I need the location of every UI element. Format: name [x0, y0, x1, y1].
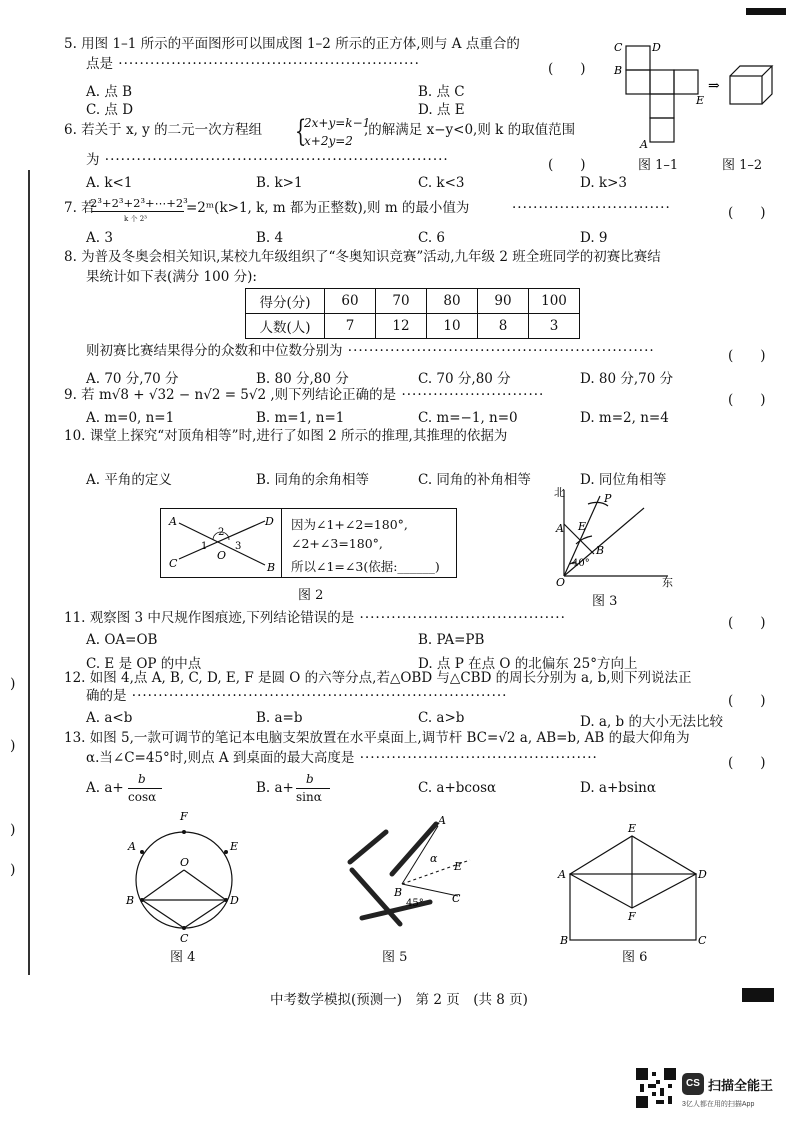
q8-option-b: B. 80 分,80 分 — [256, 371, 349, 387]
q8-stem-line1: 8. 为普及冬奥会相关知识,某校九年级组织了“冬奥知识竞赛”活动,九年级 2 班全班同学的初赛比赛结 — [64, 249, 661, 265]
q7-underbrace — [92, 208, 184, 212]
footer-black-mark — [742, 988, 774, 1002]
table-cell: 70 — [376, 289, 427, 314]
fig5-label-a: A — [438, 814, 446, 827]
table-cell: 人数(人) — [246, 314, 325, 339]
q6-option-c: C. k<3 — [418, 175, 465, 191]
fig1-1-caption: 图 1–1 — [638, 158, 679, 173]
side-paren-3: ) — [10, 822, 16, 838]
figure-1-net-and-cube — [612, 38, 782, 173]
q12-stem-line2 — [86, 690, 507, 704]
q9-answer-paren: ( ) — [728, 392, 766, 408]
q5-answer-paren: ( ) — [548, 61, 586, 77]
fig4-label-e: E — [230, 840, 239, 853]
q11-option-c: C. E 是 OP 的中点 — [86, 656, 202, 672]
fig2-label-3: 3 — [235, 541, 242, 552]
fig4-caption: 图 4 — [170, 950, 196, 965]
q6-eq2: x+2y=2 — [304, 134, 353, 148]
q6-brace: { — [294, 114, 307, 149]
page-footer: 中考数学模拟(预测一) 第 2 页 (共 8 页) — [270, 992, 528, 1008]
fig2-label-d: D — [265, 515, 274, 528]
table-cell: 3 — [529, 314, 580, 339]
fig4-label-f: F — [180, 810, 188, 823]
q9-option-d: D. m=2, n=4 — [580, 410, 669, 426]
side-paren-2: ) — [10, 738, 16, 754]
fig4-label-d: D — [230, 894, 239, 907]
table-cell: 60 — [325, 289, 376, 314]
q8-stem-line2: 果统计如下表(满分 100 分): — [86, 269, 257, 285]
q9-stem — [64, 389, 544, 403]
fig6-label-e: E — [628, 822, 637, 835]
top-right-bar — [746, 8, 786, 15]
q11-answer-paren: ( ) — [728, 615, 766, 631]
q7-stem-pre: 7. 若 — [64, 200, 95, 216]
q13-stem-line1: 13. 如图 5,一款可调节的笔记本电脑支架放置在水平桌面上,调节杆 BC=√2 a, AB=b, AB 的最大仰角为 — [64, 730, 690, 746]
q5-option-d: D. 点 E — [418, 102, 465, 118]
q11-option-d: D. 点 P 在点 O 的北偏东 25°方向上 — [418, 656, 638, 672]
fig1-label-e: E — [696, 94, 705, 107]
q13-option-a-fracbar — [128, 788, 162, 789]
fig2-proof-line2: ∠2+∠3=180°, — [291, 536, 383, 551]
q5-stem2: 点是 — [86, 56, 113, 72]
q12-stem2: 确的是 — [86, 688, 127, 704]
q8-stem-line3 — [86, 345, 655, 359]
fig1-label-a: A — [640, 138, 648, 151]
fig5-caption: 图 5 — [382, 950, 408, 965]
q6-stem-post: ,的解满足 x−y<0,则 k 的取值范围 — [364, 122, 576, 138]
q6-dots: ································································· — [99, 152, 449, 168]
q7-answer-paren: ( ) — [728, 205, 766, 221]
q13-stem2: α.当∠C=45°时,则点 A 到桌面的最大高度是 — [86, 750, 355, 766]
q7-stem-post: =2ᵐ(k>1, k, m 都为正整数),则 m 的最小值为 — [186, 200, 470, 216]
binding-line — [28, 170, 30, 975]
q7-dots: ······························ — [512, 200, 671, 216]
fig5-label-c: C — [452, 892, 461, 905]
fig1-2-caption: 图 1–2 — [722, 158, 763, 173]
q13-option-a-numer: b — [138, 772, 146, 786]
fig1-label-d: D — [652, 41, 661, 54]
table-row — [246, 314, 580, 339]
q12-option-d: D. a, b 的大小无法比较 — [580, 714, 723, 730]
q13-option-b-denom: sinα — [296, 790, 322, 804]
figure-2-box — [160, 508, 457, 578]
q11-option-b: B. PA=PB — [418, 632, 485, 648]
q5-option-a: A. 点 B — [86, 84, 133, 100]
fig3-caption: 图 3 — [592, 594, 618, 609]
table-row — [246, 289, 580, 314]
q6-eq1: 2x+y=k−1 — [304, 116, 371, 130]
q10-stem: 10. 课堂上探究“对顶角相等”时,进行了如图 2 所示的推理,其推理的依据为 — [64, 428, 508, 444]
q6-answer-paren: ( ) — [548, 157, 586, 173]
fig2-caption: 图 2 — [298, 588, 324, 603]
fig2-label-1: 1 — [201, 541, 208, 552]
q6-option-d: D. k>3 — [580, 175, 628, 191]
camscanner-slogan: 3亿人都在用的扫描App — [682, 1101, 755, 1108]
qr-code-icon — [636, 1068, 676, 1108]
q7-numerator: 2³+2³+2³+⋯+2³ — [90, 196, 188, 210]
score-table — [245, 288, 580, 339]
camscanner-name: 扫描全能王 — [708, 1078, 774, 1093]
figure-5-laptop-stand — [340, 814, 480, 944]
fig4-label-a: A — [128, 840, 136, 853]
fig2-proof-line3: 所以∠1=∠3(依据:______) — [291, 559, 440, 574]
q10-option-a: A. 平角的定义 — [86, 472, 172, 488]
table-cell: 7 — [325, 314, 376, 339]
figure-2-intersecting-lines — [161, 509, 281, 577]
q6-option-a: A. k<1 — [86, 175, 133, 191]
fig6-label-f: F — [628, 910, 636, 923]
q5-stem-line2 — [86, 58, 420, 72]
fig1-arrow: ⇒ — [708, 78, 720, 94]
fig2-label-c: C — [169, 557, 178, 570]
q13-option-b-numer: b — [306, 772, 314, 786]
fig3-label-o: O — [556, 576, 566, 588]
q12-option-b: B. a=b — [256, 710, 303, 726]
q9-dots: ··························· — [396, 387, 545, 403]
fig5-label-b: B — [394, 886, 403, 899]
q9-option-b: B. m=1, n=1 — [256, 410, 345, 426]
q10-option-b: B. 同角的余角相等 — [256, 472, 370, 488]
fig5-label-e: E — [454, 860, 463, 873]
q6-stem-line1 — [64, 124, 262, 138]
figure-6-rectangle-rhombus — [556, 822, 716, 952]
fig1-label-c: C — [614, 41, 623, 54]
q6-stem2: 为 — [86, 152, 100, 168]
fig4-label-c: C — [180, 932, 189, 945]
camscanner-logo-icon: CS — [682, 1073, 704, 1095]
q6-stem-line2 — [86, 154, 449, 168]
table-cell: 得分(分) — [246, 289, 325, 314]
fig2-label-b: B — [267, 561, 276, 574]
q13-option-b: B. a+ — [256, 780, 294, 796]
q6-stem-pre: 6. 若关于 x, y 的二元一次方程组 — [64, 122, 263, 138]
fig3-label-p: P — [604, 492, 612, 505]
fig4-label-b: B — [126, 894, 135, 907]
q8-answer-paren: ( ) — [728, 348, 766, 364]
table-cell: 100 — [529, 289, 580, 314]
q13-option-c: C. a+bcosα — [418, 780, 497, 796]
q7-denominator: k 个 2³ — [124, 215, 147, 223]
q7-option-c: C. 6 — [418, 230, 446, 246]
q12-stem-line1: 12. 如图 4,点 A, B, C, D, E, F 是圆 O 的六等分点,若△OBD 与△CBD 的周长分别为 a, b,则下列说法正 — [64, 670, 692, 686]
fig2-label-a: A — [169, 515, 177, 528]
q10-option-d: D. 同位角相等 — [580, 472, 667, 488]
q5-stem-line1: 5. 用图 1–1 所示的平面图形可以围成图 1–2 所示的正方体,则与 A 点重合的 — [64, 36, 520, 52]
fig5-label-alpha: α — [430, 852, 438, 865]
table-cell: 90 — [478, 289, 529, 314]
q7-option-d: D. 9 — [580, 230, 608, 246]
figure-3-compass-construction — [548, 484, 688, 588]
q13-option-b-fracbar — [296, 788, 330, 789]
q5-option-b: B. 点 C — [418, 84, 465, 100]
q6-option-b: B. k>1 — [256, 175, 303, 191]
q8-stem3: 则初赛比赛结果得分的众数和中位数分别为 — [86, 343, 343, 359]
q13-answer-paren: ( ) — [728, 755, 766, 771]
q8-dots: ·························································· — [342, 343, 655, 359]
figure-4-circle — [118, 806, 248, 946]
fig6-label-b: B — [560, 934, 569, 947]
q5-option-c: C. 点 D — [86, 102, 134, 118]
q9-option-c: C. m=−1, n=0 — [418, 410, 518, 426]
fig3-label-east: 东 — [662, 576, 673, 588]
side-paren-4: ) — [10, 862, 16, 878]
q9-option-a: A. m=0, n=1 — [86, 410, 175, 426]
q5-dots: ························································· — [113, 56, 420, 72]
fig6-label-d: D — [698, 868, 707, 881]
fig3-label-north: 北 — [554, 486, 565, 499]
q13-option-a-denom: cosα — [128, 790, 157, 804]
fig3-label-a: A — [556, 522, 564, 535]
q13-option-d: D. a+bsinα — [580, 780, 656, 796]
q7-option-a: A. 3 — [86, 230, 113, 246]
table-cell: 12 — [376, 314, 427, 339]
table-cell: 8 — [478, 314, 529, 339]
q7-option-b: B. 4 — [256, 230, 284, 246]
q8-option-c: C. 70 分,80 分 — [418, 371, 511, 387]
fig2-label-o: O — [217, 549, 227, 562]
q12-answer-paren: ( ) — [728, 693, 766, 709]
figure-2-divider — [281, 509, 282, 577]
fig6-caption: 图 6 — [622, 950, 648, 965]
fig3-label-b: B — [596, 544, 605, 557]
q8-option-d: D. 80 分,70 分 — [580, 371, 674, 387]
table-cell: 80 — [427, 289, 478, 314]
q13-stem-line2 — [86, 752, 598, 766]
side-paren-1: ) — [10, 676, 16, 692]
q8-option-a: A. 70 分,70 分 — [86, 371, 179, 387]
q13-dots: ············································· — [354, 750, 598, 766]
fig2-proof-line1: 因为∠1+∠2=180°, — [291, 517, 408, 532]
q9-stem-text: 9. 若 m√8 + √32 − n√2 = 5√2 ,则下列结论正确的是 — [64, 387, 397, 403]
fig6-label-a: A — [558, 868, 566, 881]
q11-stem-text: 11. 观察图 3 中尺规作图痕迹,下列结论错误的是 — [64, 610, 355, 626]
table-cell: 10 — [427, 314, 478, 339]
q12-dots: ······································································· — [126, 688, 508, 704]
q12-option-a: A. a<b — [86, 710, 133, 726]
q12-option-c: C. a>b — [418, 710, 465, 726]
fig3-label-angle: 40° — [572, 558, 590, 569]
fig6-label-c: C — [698, 934, 707, 947]
q10-option-c: C. 同角的补角相等 — [418, 472, 531, 488]
fig2-label-2: 2 — [218, 527, 225, 538]
q11-option-a: A. OA=OB — [86, 632, 158, 648]
fig4-label-o: O — [180, 856, 190, 869]
fig1-label-b: B — [614, 64, 623, 77]
q11-stem — [64, 612, 566, 626]
q11-dots: ······································· — [354, 610, 566, 626]
q13-option-a: A. a+ — [86, 780, 124, 796]
fig5-label-angle: 45° — [406, 898, 424, 909]
fig3-label-e: E — [578, 520, 587, 533]
